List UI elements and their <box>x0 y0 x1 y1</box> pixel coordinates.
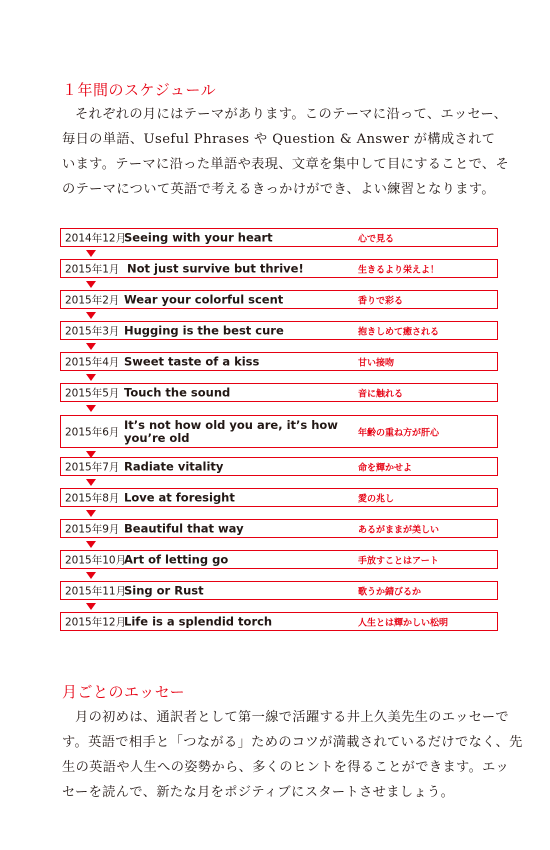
paragraph-line: 毎日の単語、Useful Phrases や Question & Answer が構成されて <box>62 132 496 147</box>
schedule-row <box>60 290 498 309</box>
schedule-theme-ja: 甘い接吻 <box>358 358 395 368</box>
paragraph-line: います。テーマに沿った単語や表現、文章を集中して目にすることで、そ <box>62 157 510 172</box>
schedule-row <box>60 415 498 448</box>
paragraph-line: 生の英語や人生への姿勢から、多くのヒントを得ることができます。エッ <box>62 760 510 775</box>
schedule-date: 2014年12月 <box>65 232 127 244</box>
schedule-theme-en: Sing or Rust <box>124 583 204 597</box>
schedule-theme-en: Not just survive but thrive! <box>127 261 304 275</box>
schedule-theme-ja: 香りで彩る <box>358 296 404 306</box>
schedule-date: 2015年9月 <box>65 523 120 535</box>
schedule-row <box>60 581 498 600</box>
down-arrow-icon <box>86 250 96 257</box>
schedule-row <box>60 259 498 278</box>
schedule-row <box>60 228 498 247</box>
schedule-date: 2015年5月 <box>65 387 120 399</box>
down-arrow-icon <box>86 603 96 610</box>
essay-intro-paragraph <box>62 705 523 805</box>
schedule-date: 2015年7月 <box>65 461 120 473</box>
down-arrow-icon <box>86 405 96 412</box>
schedule-theme-en: Seeing with your heart <box>124 230 273 244</box>
down-arrow-icon <box>86 572 96 579</box>
schedule-date: 2015年11月 <box>65 585 127 597</box>
schedule-theme-en: Beautiful that way <box>124 521 244 535</box>
schedule-intro-paragraph <box>62 102 510 202</box>
paragraph-line: す。英語で相手と「つながる」ためのコツが満載されているだけでなく、先 <box>62 735 523 750</box>
schedule-date: 2015年2月 <box>65 294 120 306</box>
schedule-row <box>60 519 498 538</box>
paragraph-line: 月の初めは、通訳者として第一線で活躍する井上久美先生のエッセーで <box>75 710 510 725</box>
schedule-theme-en: It’s not how old you are, it’s how you’re old <box>124 417 338 445</box>
schedule-row <box>60 488 498 507</box>
schedule-theme-ja: 命を輝かせよ <box>358 463 413 473</box>
down-arrow-icon <box>86 343 96 350</box>
schedule-theme-ja: 愛の兆し <box>358 494 395 504</box>
down-arrow-icon <box>86 281 96 288</box>
schedule-date: 2015年6月 <box>65 426 120 438</box>
down-arrow-icon <box>86 374 96 381</box>
section-title-monthly-essay: 月ごとのエッセー <box>62 683 186 701</box>
schedule-theme-ja: 抱きしめて癒される <box>358 327 440 337</box>
schedule-theme-ja: 心で見る <box>358 234 395 244</box>
section-title-schedule: １年間のスケジュール <box>62 81 217 99</box>
schedule-theme-en: Touch the sound <box>124 385 231 399</box>
schedule-theme-ja: 人生とは輝かしい松明 <box>358 618 449 628</box>
down-arrow-icon <box>86 541 96 548</box>
schedule-theme-ja: 歌うか錆びるか <box>358 587 422 597</box>
schedule-row <box>60 612 498 631</box>
schedule-row <box>60 457 498 476</box>
schedule-date: 2015年4月 <box>65 356 120 368</box>
down-arrow-icon <box>86 479 96 486</box>
schedule-theme-en: Radiate vitality <box>124 459 224 473</box>
schedule-date: 2015年12月 <box>65 616 127 628</box>
schedule-date: 2015年1月 <box>65 263 120 275</box>
down-arrow-icon <box>86 510 96 517</box>
schedule-row <box>60 383 498 402</box>
schedule-row <box>60 352 498 371</box>
schedule-theme-en: Art of letting go <box>124 552 229 566</box>
paragraph-line: それぞれの月にはテーマがあります。このテーマに沿って、エッセー、 <box>75 107 508 122</box>
paragraph-line: セーを読んで、新たな月をポジティブにスタートさせましょう。 <box>62 785 455 800</box>
schedule-date: 2015年3月 <box>65 325 120 337</box>
schedule-theme-en: Love at foresight <box>124 490 235 504</box>
down-arrow-icon <box>86 312 96 319</box>
schedule-theme-ja: あるがままが美しい <box>358 525 440 535</box>
schedule-theme-en: Life is a splendid torch <box>124 614 273 628</box>
schedule-theme-ja: 生きるより栄えよ！ <box>358 265 440 275</box>
schedule-date: 2015年8月 <box>65 492 120 504</box>
schedule-date: 2015年10月 <box>65 554 127 566</box>
schedule-row <box>60 550 498 569</box>
schedule-theme-ja: 音に触れる <box>358 389 404 399</box>
schedule-theme-ja: 年齢の重ね方が肝心 <box>358 428 440 438</box>
schedule-theme-en: Wear your colorful scent <box>124 292 284 306</box>
schedule-theme-en: Sweet taste of a kiss <box>124 354 260 368</box>
schedule-theme-en: Hugging is the best cure <box>124 323 284 337</box>
schedule-theme-ja: 手放すことはアート <box>358 556 439 566</box>
schedule-row <box>60 321 498 340</box>
paragraph-line: のテーマについて英語で考えるきっかけができ、よい練習となります。 <box>62 182 495 197</box>
